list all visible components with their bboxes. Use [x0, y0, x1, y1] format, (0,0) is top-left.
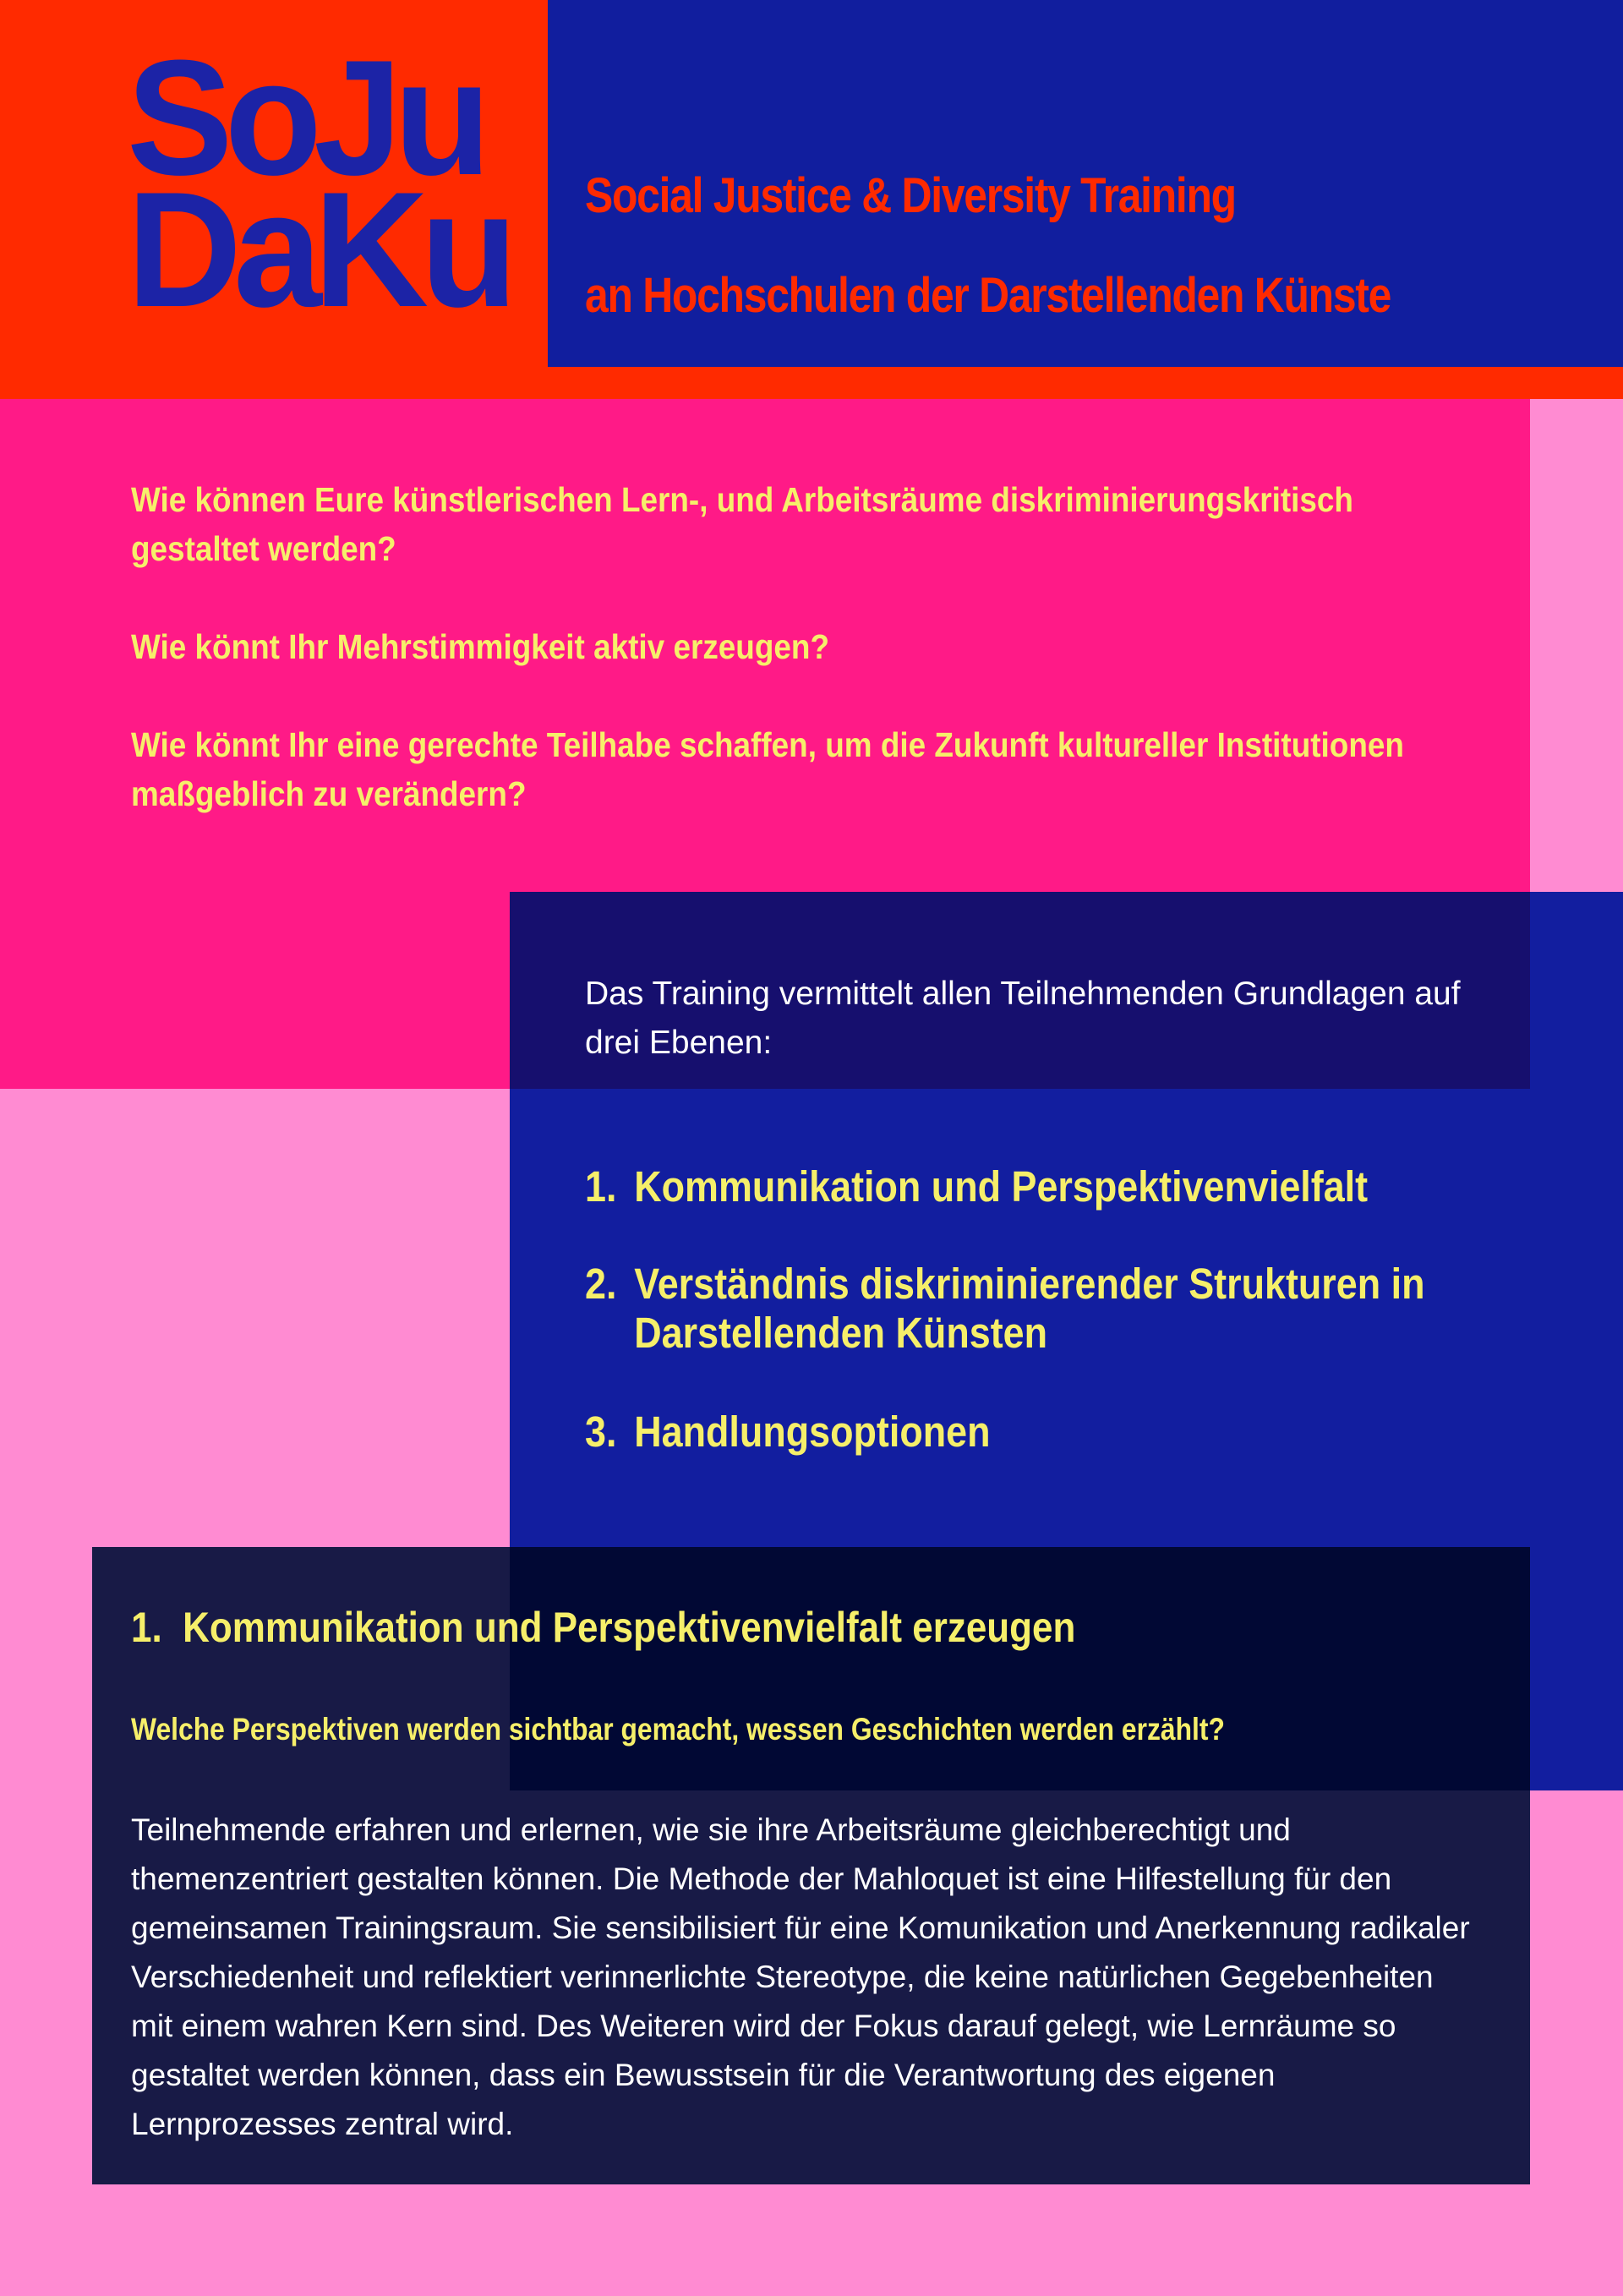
level-label: Handlungsoptionen	[634, 1408, 991, 1456]
level-number: 2.	[585, 1260, 617, 1308]
logo-line-1: SoJu	[127, 26, 484, 210]
section-1-overlap-region	[510, 1547, 1530, 1790]
level-label: Kommunikation und Perspektivenvielfalt	[634, 1162, 1369, 1211]
level-item-1	[585, 1162, 1368, 1211]
level-label: Verständnis diskriminierender Strukturen in	[634, 1260, 1425, 1308]
level-number: 1.	[585, 1162, 617, 1211]
section-1-title	[131, 1603, 1075, 1652]
section-1-question: Welche Perspektiven werden sichtbar gemacht, wessen Geschichten werden erzählt?	[131, 1712, 1225, 1747]
section-title-text: Kommunikation und Perspektivenvielfalt erzeugen	[183, 1604, 1076, 1651]
level-label-continued: Darstellenden Künsten	[634, 1309, 1048, 1357]
question-3: Wie könnt Ihr eine gerechte Teilhabe schaffen, um die Zukunft kultureller Institutionen maßgeblich zu verändern?	[131, 725, 1404, 813]
header-title-line-2: an Hochschulen der Darstellenden Künste	[585, 268, 1391, 323]
question-2: Wie könnt Ihr Mehrstimmigkeit aktiv erzeugen?	[131, 627, 829, 666]
logo-line-2: DaKu	[127, 158, 510, 342]
training-intro: Das Training vermittelt allen Teilnehmenden Grundlagen auf drei Ebenen:	[585, 976, 1461, 1061]
section-number: 1.	[131, 1604, 162, 1651]
level-number: 3.	[585, 1408, 617, 1456]
level-item-3	[585, 1408, 991, 1457]
header-title-line-1: Social Justice & Diversity Training	[585, 168, 1236, 223]
level-item-2	[585, 1260, 1425, 1358]
section-1-body: Teilnehmende erfahren und erlernen, wie sie ihre Arbeitsräume gleichberechtigt und themenzentriert gestalten können. Die Methode der Mahloquet ist eine Hilfestellung für den gemeinsamen Trainingsraum. Sie sensibilisiert für eine Komunikation und Anerkennung radikaler Verschiedenheit und reflektiert verinnerlichte Stereotype, die keine natürlichen Gegebenheiten mit einem wahren Kern sind. Des Weiteren wird der Fokus darauf gelegt, wie Lernräume so gestaltet werden können, dass ein Bewusstsein für die Verantwortung des eigenen Lernprozesses zentral wird.	[131, 1812, 1470, 2141]
question-1: Wie können Eure künstlerischen Lern-, und Arbeitsräume diskriminierungskritisch gestaltet werden?	[131, 480, 1353, 568]
sojudaku-logo	[127, 26, 510, 342]
